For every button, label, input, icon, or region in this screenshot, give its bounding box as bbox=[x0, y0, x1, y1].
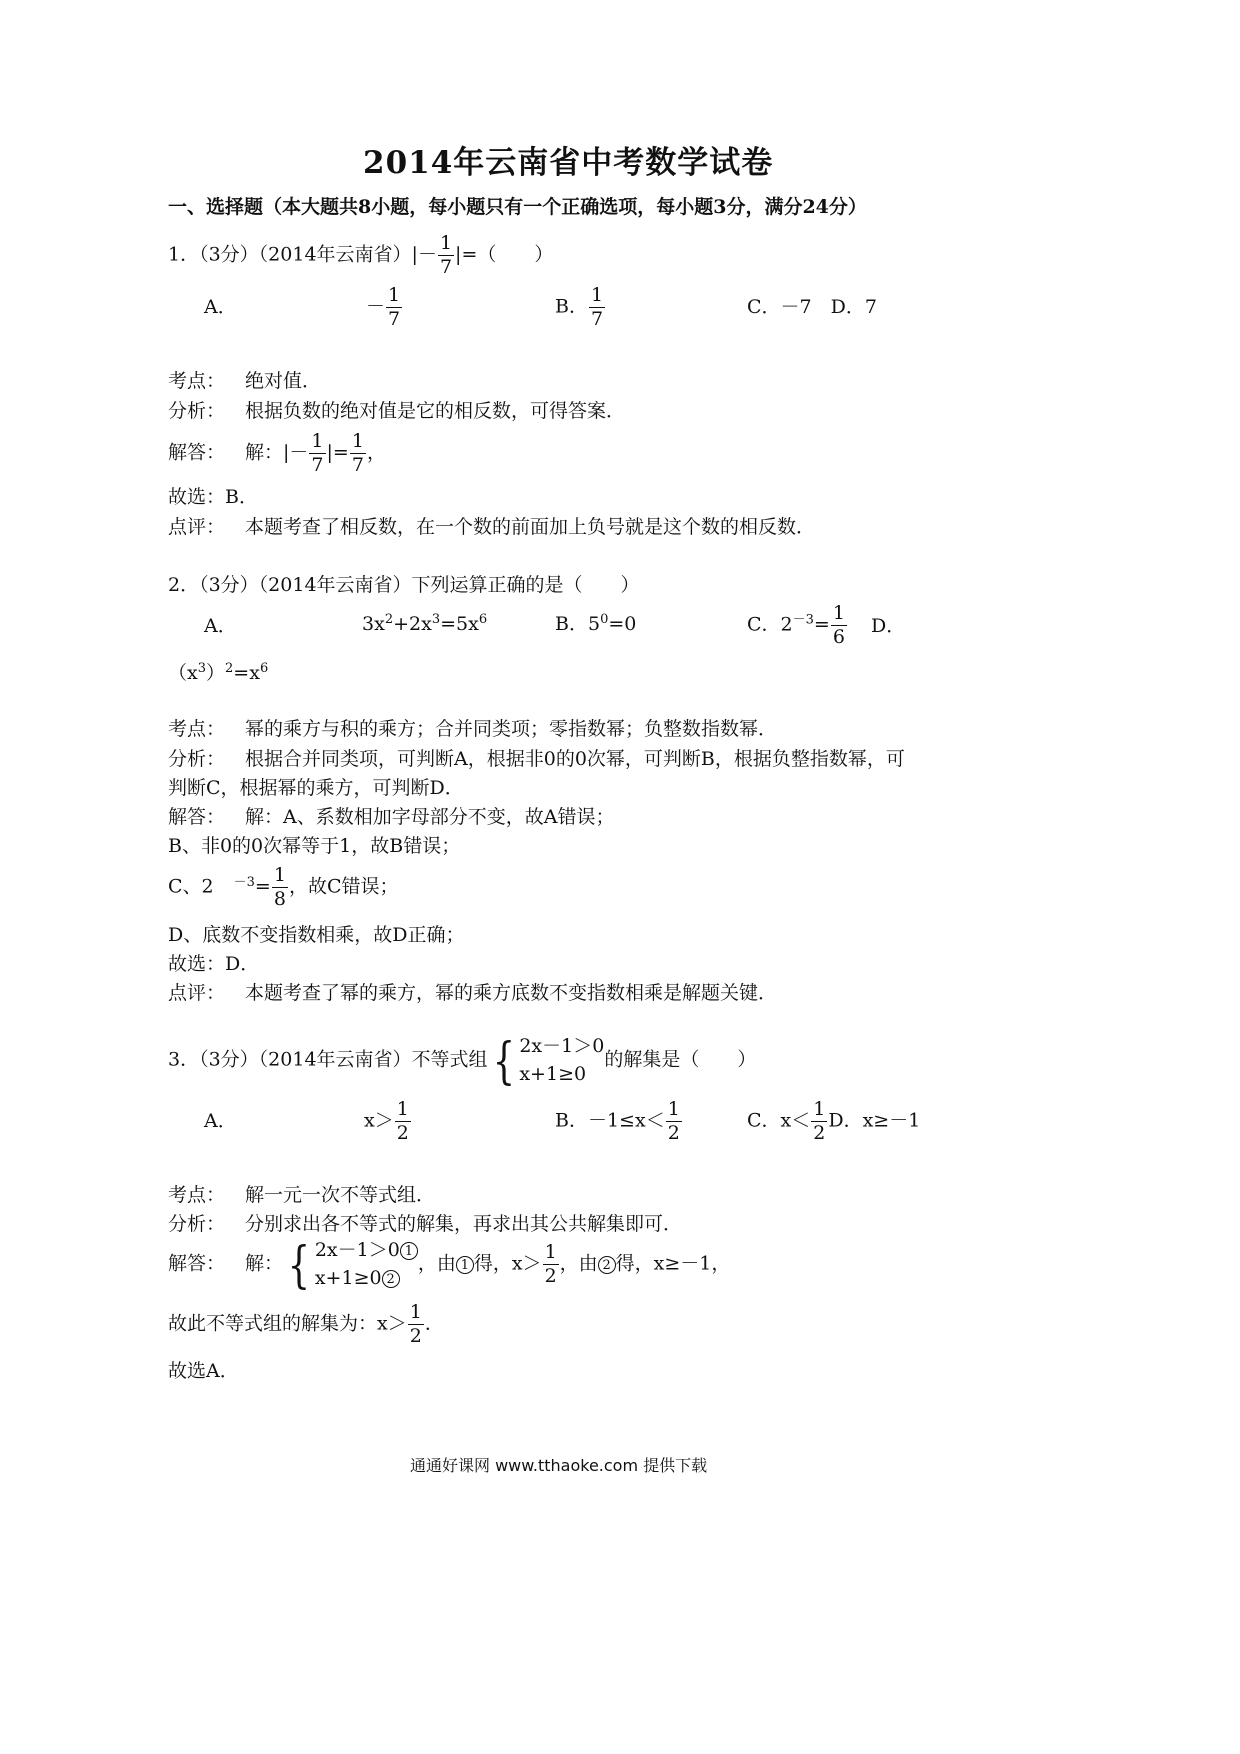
q2-option-b: B．$5^0=0$ bbox=[555, 612, 637, 635]
q1-fenxi: 分析： 根据负数的绝对值是它的相反数，可得答案． bbox=[168, 400, 626, 422]
q1-kaodian: 考点： 绝对值． bbox=[168, 370, 322, 392]
q2-option-d-value: $(x^3)^2=x^6$ bbox=[168, 661, 269, 684]
page-footer: 通通好课网 www.tthaoke.com 提供下载 bbox=[410, 1456, 708, 1475]
q2-option-a-value: $3x^2+2x^3=5x^6$ bbox=[362, 612, 488, 635]
q1-stem: 1．（3分）（2014年云南省）|－ $\frac{1}{7}$ |=（ ） bbox=[168, 232, 554, 278]
q3-fenxi: 分析： 分别求出各不等式的解集，再求出其公共解集即可． bbox=[168, 1213, 683, 1235]
section-heading: 一、选择题（本大题共8小题，每小题只有一个正确选项，每小题3分，满分24分） bbox=[168, 196, 867, 218]
q2-jieda-line1: 解答： 解：A、系数相加字母部分不变，故A错误； bbox=[168, 806, 615, 828]
q2-fenxi-line1: 分析： 根据合并同类项，可判断A，根据非0的0次幂，可判断B，根据负整指数幂，可 bbox=[168, 748, 905, 770]
q1-option-a-value: － $\frac{1}{7}$ bbox=[366, 284, 401, 330]
q3-option-a-value: x＞ $\frac{1}{2}$ bbox=[364, 1098, 409, 1144]
q2-option-a: A． bbox=[204, 615, 237, 637]
q2-option-c: C．$2^{-3}=$ $\frac{1}{6}$ bbox=[747, 602, 845, 648]
q2-answer: 故选：D． bbox=[168, 953, 260, 975]
q2-kaodian: 考点： 幂的乘方与积的乘方；合并同类项；零指数幂；负整数指数幂． bbox=[168, 718, 778, 740]
q3-option-b: B．－1≤x＜ $\frac{1}{2}$ bbox=[555, 1098, 680, 1144]
q2-dianping: 点评： 本题考查了幂的乘方，幂的乘方底数不变指数相乘是解题关键． bbox=[168, 982, 778, 1004]
q3-answer: 故选A． bbox=[168, 1360, 239, 1382]
q1-jieda: 解答： 解：|－ $\frac{1}{7}$ |= $\frac{1}{7}$ ， bbox=[168, 430, 386, 476]
page-title: 2014年云南省中考数学试卷 bbox=[363, 145, 774, 181]
q1-fraction: $\frac{1}{7}$ bbox=[439, 232, 453, 278]
q2-jieda-line4: D、底数不变指数相乘，故D正确； bbox=[168, 924, 465, 946]
q3-stem: 3．（3分）（2014年云南省）不等式组{ 2x－1＞0 x+1≥0 的解集是（ ） bbox=[168, 1031, 757, 1090]
q3-option-a: A． bbox=[204, 1110, 237, 1132]
q1-option-cd: C．－7 D．7 bbox=[747, 296, 877, 318]
q2-option-d: D． bbox=[871, 615, 906, 637]
q3-conclusion: 故此不等式组的解集为：x＞ $\frac{1}{2}$ ． bbox=[168, 1301, 444, 1347]
q1-answer: 故选：B． bbox=[168, 486, 258, 508]
q3-inequality-system: 2x－1＞0 x+1≥0 bbox=[519, 1035, 605, 1085]
q2-jieda-line2: B、非0的0次幂等于1，故B错误； bbox=[168, 835, 461, 857]
q1-option-a: A． bbox=[204, 296, 237, 318]
q1-dianping: 点评： 本题考查了相反数，在一个数的前面加上负号就是这个数的相反数． bbox=[168, 516, 816, 538]
q2-jieda-line3: C、2 $^{-3}$= $\frac{1}{8}$ ，故C错误； bbox=[168, 864, 399, 910]
q1-option-b: B． $\frac{1}{7}$ bbox=[555, 284, 604, 330]
q3-kaodian: 考点： 解一元一次不等式组． bbox=[168, 1184, 436, 1206]
q2-stem: 2．（3分）（2014年云南省）下列运算正确的是（ ） bbox=[168, 574, 640, 596]
q3-option-cd: C．x＜ $\frac{1}{2}$ D．x≥－1 bbox=[747, 1098, 921, 1144]
q2-fenxi-line2: 判断C，根据幂的乘方，可判断D． bbox=[168, 777, 464, 799]
q3-jieda: 解答： 解：{ 2x－1＞0 1 x+1≥0 2 ，由 1 得，x＞ $\frac{1}{2}$ ，由 2 得，x≥－1， bbox=[168, 1235, 731, 1294]
